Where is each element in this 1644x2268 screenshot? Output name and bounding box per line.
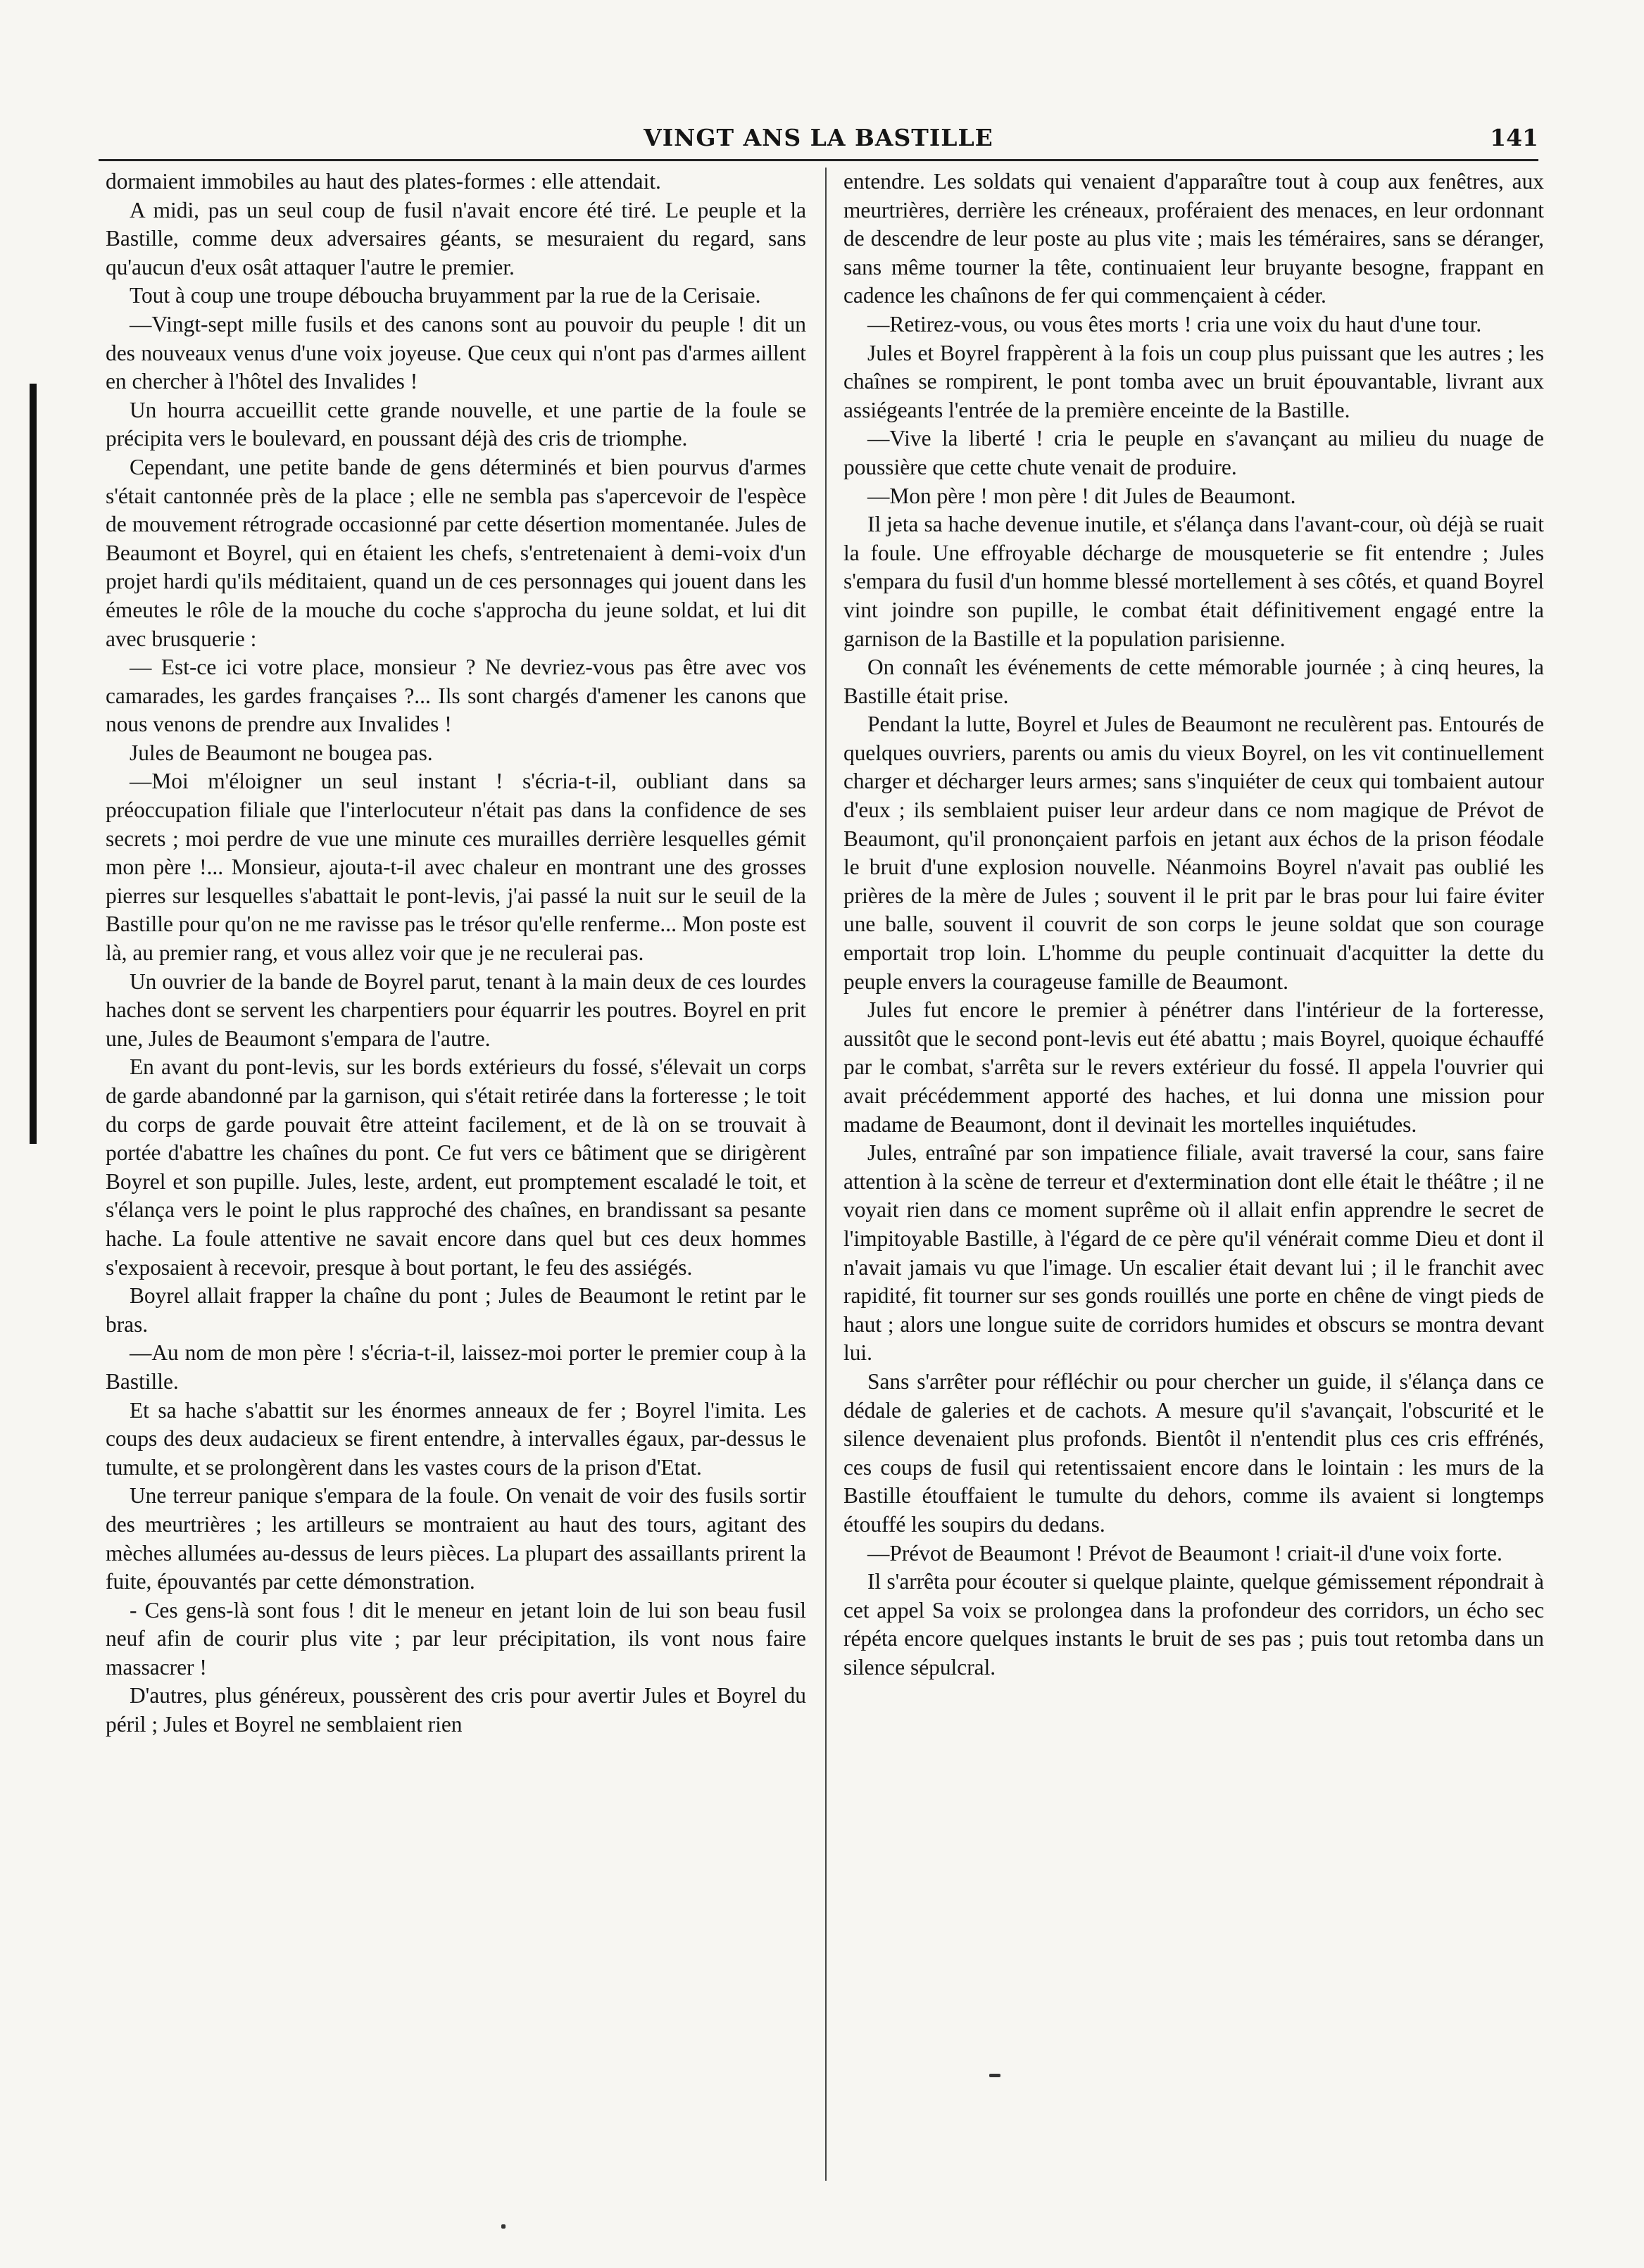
- paragraph: Un ouvrier de la bande de Boyrel parut, tenant à la main deux de ces lourdes haches dont se servent les charpentiers pour équarrir les poutres. Boyrel en prit une, Jules de Beaumont s'empara de l'autre.: [106, 969, 806, 1051]
- running-header: [99, 118, 1538, 161]
- paragraph: Sans s'arrêter pour réfléchir ou pour chercher un guide, il s'élança dans ce dédale de galeries et de cachots. A mesure qu'il s'avançait, l'obscurité et le silence devenaient plus profonds. Bientôt il n'entendit plus ces cris effrénés, ces coups de fusil qui retentissaient encore dans le lointain : les murs de la Bastille étouffaient le tumulte du dehors, comme ils avaient si longtemps étouffé les soupirs du dedans.: [843, 1368, 1544, 1537]
- paragraph: dormaient immobiles au haut des plates-formes : elle attendait.: [106, 169, 661, 194]
- ink-speck: [501, 2224, 506, 2229]
- paragraph: Boyrel allait frapper la chaîne du pont ; Jules de Beaumont le retint par le bras.: [106, 1283, 806, 1337]
- paragraph: D'autres, plus généreux, poussèrent des cris pour avertir Jules et Boyrel du péril ; Jules et Boyrel ne semblaient rien: [106, 1683, 806, 1737]
- paragraph: —Vingt-sept mille fusils et des canons sont au pouvoir du peuple ! dit un des nouveaux venus d'une voix joyeuse. Que ceux qui n'ont pas d'armes aillent en chercher à l'hôtel des Invalides !: [106, 311, 806, 394]
- paragraph: Cependant, une petite bande de gens déterminés et bien pourvus d'armes s'était cantonnée près de la place ; elle ne sembla pas s'apercevoir de l'espèce de mouvement rétrograde occasionné par cette désertion momentanée. Jules de Beaumont et Boyrel, qui en étaient les chefs, s'entretenaient à demi-voix d'un projet hardi qu'ils méditaient, quand un de ces personnages qui jouent dans les émeutes le rôle de la mouche du coche s'approcha du jeune soldat, et lui dit avec brusquerie :: [106, 454, 806, 651]
- paragraph: Un hourra accueillit cette grande nouvelle, et une partie de la foule se précipita vers le boulevard, en poussant déjà des cris de triomphe.: [106, 397, 806, 451]
- page-number: 141: [1490, 124, 1538, 151]
- paragraph: Tout à coup une troupe déboucha bruyamment par la rue de la Cerisaie.: [130, 283, 761, 308]
- paragraph: En avant du pont-levis, sur les bords extérieurs du fossé, s'élevait un corps de garde abandonné par la garnison, qui s'était retirée dans la forteresse ; le toit du corps de garde pouvait être atteint facilement, et de là on se trouvait à portée d'abattre les chaînes du pont. Ce fut vers ce bâtiment que se dirigèrent Boyrel et son pupille. Jules, leste, ardent, eut promptement escaladé le toit, et s'élança vers le point le plus rapproché des chaînes, en brandissant sa pesante hache. La foule attentive ne savait encore dans quel but ces deux hommes s'exposaient à recevoir, presque à bout portant, le feu des assiégés.: [106, 1054, 806, 1280]
- paragraph: Jules et Boyrel frappèrent à la fois un coup plus puissant que les autres ; les chaînes se rompirent, le pont tomba avec un bruit épouvantable, livrant aux assiégeants l'entrée de la première enceinte de la Bastille.: [843, 340, 1544, 422]
- paragraph: Il jeta sa hache devenue inutile, et s'élança dans l'avant-cour, où déjà se ruait la foule. Une effroyable décharge de mousqueterie se fit entendre ; Jules s'empara du fusil d'un homme blessé mortellement à ses côtés, et quand Boyrel vint joindre son pupille, le combat était définitivement engagé entre la garnison de la Bastille et la population parisienne.: [843, 512, 1544, 651]
- paragraph: entendre. Les soldats qui venaient d'apparaître tout à coup aux fenêtres, aux meurtrières, derrière les créneaux, proféraient des menaces, en leur ordonnant de descendre de leur poste au plus vite ; mais les téméraires, sans se déranger, sans même tourner la tête, continuaient leur bruyante besogne, frappant en cadence les chaînons de fer qui commençaient à céder.: [843, 169, 1544, 308]
- paragraph: —Retirez-vous, ou vous êtes morts ! cria une voix du haut d'une tour.: [867, 311, 1482, 336]
- paragraph: Jules de Beaumont ne bougea pas.: [130, 740, 433, 765]
- ink-speck: [989, 2074, 1000, 2077]
- paragraph: Jules, entraîné par son impatience filiale, avait traversé la cour, sans faire attention à la scène de terreur et d'extermination dont elle était le théâtre ; il ne voyait rien dans ce moment suprême où il allait enfin apprendre le secret de l'impitoyable Bastille, à l'égard de ce père qu'il vénérait comme Dieu et dont il n'avait jamais vu que l'image. Un escalier était devant lui ; il le franchit avec rapidité, fit tourner sur ses gonds rouillés une porte en chêne de vingt pieds de haut ; alors une longue suite de corridors humides et obscurs se montra devant lui.: [843, 1140, 1544, 1366]
- paragraph: - Ces gens-là sont fous ! dit le meneur en jetant loin de lui son beau fusil neuf afin de courir plus vite ; par leur précipitation, ils vont nous faire massacrer !: [106, 1597, 806, 1680]
- paragraph: Une terreur panique s'empara de la foule. On venait de voir des fusils sortir des meurtrières ; les artilleurs se montraient au haut des tours, agitant des mèches allumées au-dessus de leurs pièces. La plupart des assaillants prirent la fuite, épouvantés par cette démonstration.: [106, 1483, 806, 1594]
- right-column: [843, 168, 1544, 2209]
- paragraph: —Vive la liberté ! cria le peuple en s'avançant au milieu du nuage de poussière que cette chute venait de produire.: [843, 426, 1544, 479]
- paragraph: —Au nom de mon père ! s'écria-t-il, laissez-moi porter le premier coup à la Bastille.: [106, 1340, 806, 1394]
- margin-bar: [30, 384, 37, 1144]
- paragraph: Jules fut encore le premier à pénétrer dans l'intérieur de la forteresse, aussitôt que le second pont-levis eut été abattu ; mais Boyrel, quoique échauffé par le combat, s'arrêta sur le revers extérieur du fossé. Il appela l'ouvrier qui avait précédemment apporté des haches, et lui donna une mission pour madame de Beaumont, dont il devinait les mortelles inquiétudes.: [843, 997, 1544, 1137]
- paragraph: Pendant la lutte, Boyrel et Jules de Beaumont ne reculèrent pas. Entourés de quelques ouvriers, parents ou amis du vieux Boyrel, on les vit continuellement charger et décharger leurs armes; sans s'inquiéter de ceux qui tombaient autour d'eux ; ils semblaient puiser leur ardeur dans ce nom magique de Prévot de Beaumont, qu'il prononçaient parfois en jetant aux échos de la prison féodale le bruit d'une explosion nouvelle. Néanmoins Boyrel n'avait pas oublié les prières de la mère de Jules ; souvent il le prit par le bras pour lui faire éviter une balle, souvent il couvrit de son corps le jeune soldat que son courage emportait trop loin. L'homme du peuple continuait d'acquitter la dette du peuple envers la courageuse famille de Beaumont.: [843, 712, 1544, 994]
- paragraph: Et sa hache s'abattit sur les énormes anneaux de fer ; Boyrel l'imita. Les coups des deux audacieux se firent entendre, à intervalles égaux, par-dessus le tumulte, et se prolongèrent dans les vastes cours de la prison d'Etat.: [106, 1397, 806, 1480]
- column-rule: [825, 168, 827, 2181]
- paragraph: —Prévot de Beaumont ! Prévot de Beaumont ! criait-il d'une voix forte.: [867, 1540, 1502, 1565]
- paragraph: —Moi m'éloigner un seul instant ! s'écria-t-il, oubliant dans sa préoccupation filiale que l'interlocuteur n'était pas dans la confidence de ses secrets ; moi perdre de vue une minute ces murailles derrière lesquelles gémit mon père !... Monsieur, ajouta-t-il avec chaleur en montrant une des grosses pierres sur lesquelles s'abattait le pont-levis, j'ai passé la nuit sur le seuil de la Bastille pour qu'on ne me ravisse pas le trésor qu'elle renferme... Mon poste est là, au premier rang, et vous allez voir que je ne reculerai pas.: [106, 769, 806, 966]
- left-column: [106, 168, 806, 2209]
- paragraph: —Mon père ! mon père ! dit Jules de Beaumont.: [867, 483, 1296, 508]
- running-title: VINGT ANS LA BASTILLE: [644, 124, 993, 151]
- paragraph: A midi, pas un seul coup de fusil n'avait encore été tiré. Le peuple et la Bastille, comme deux adversaires géants, se mesuraient du regard, sans qu'aucun d'eux osât attaquer l'autre le premier.: [106, 197, 806, 279]
- paragraph: — Est-ce ici votre place, monsieur ? Ne devriez-vous pas être avec vos camarades, les gardes françaises ?... Ils sont chargés d'amener les canons que nous venons de prendre aux Invalides !: [106, 655, 806, 737]
- paragraph: On connaît les événements de cette mémorable journée ; à cinq heures, la Bastille était prise.: [843, 655, 1544, 708]
- paragraph: Il s'arrêta pour écouter si quelque plainte, quelque gémissement répondrait à cet appel Sa voix se prolongea dans la profondeur des corridors, un écho sec répéta encore quelques instants le bruit de ses pas ; puis tout retomba dans un silence sépulcral.: [843, 1569, 1544, 1680]
